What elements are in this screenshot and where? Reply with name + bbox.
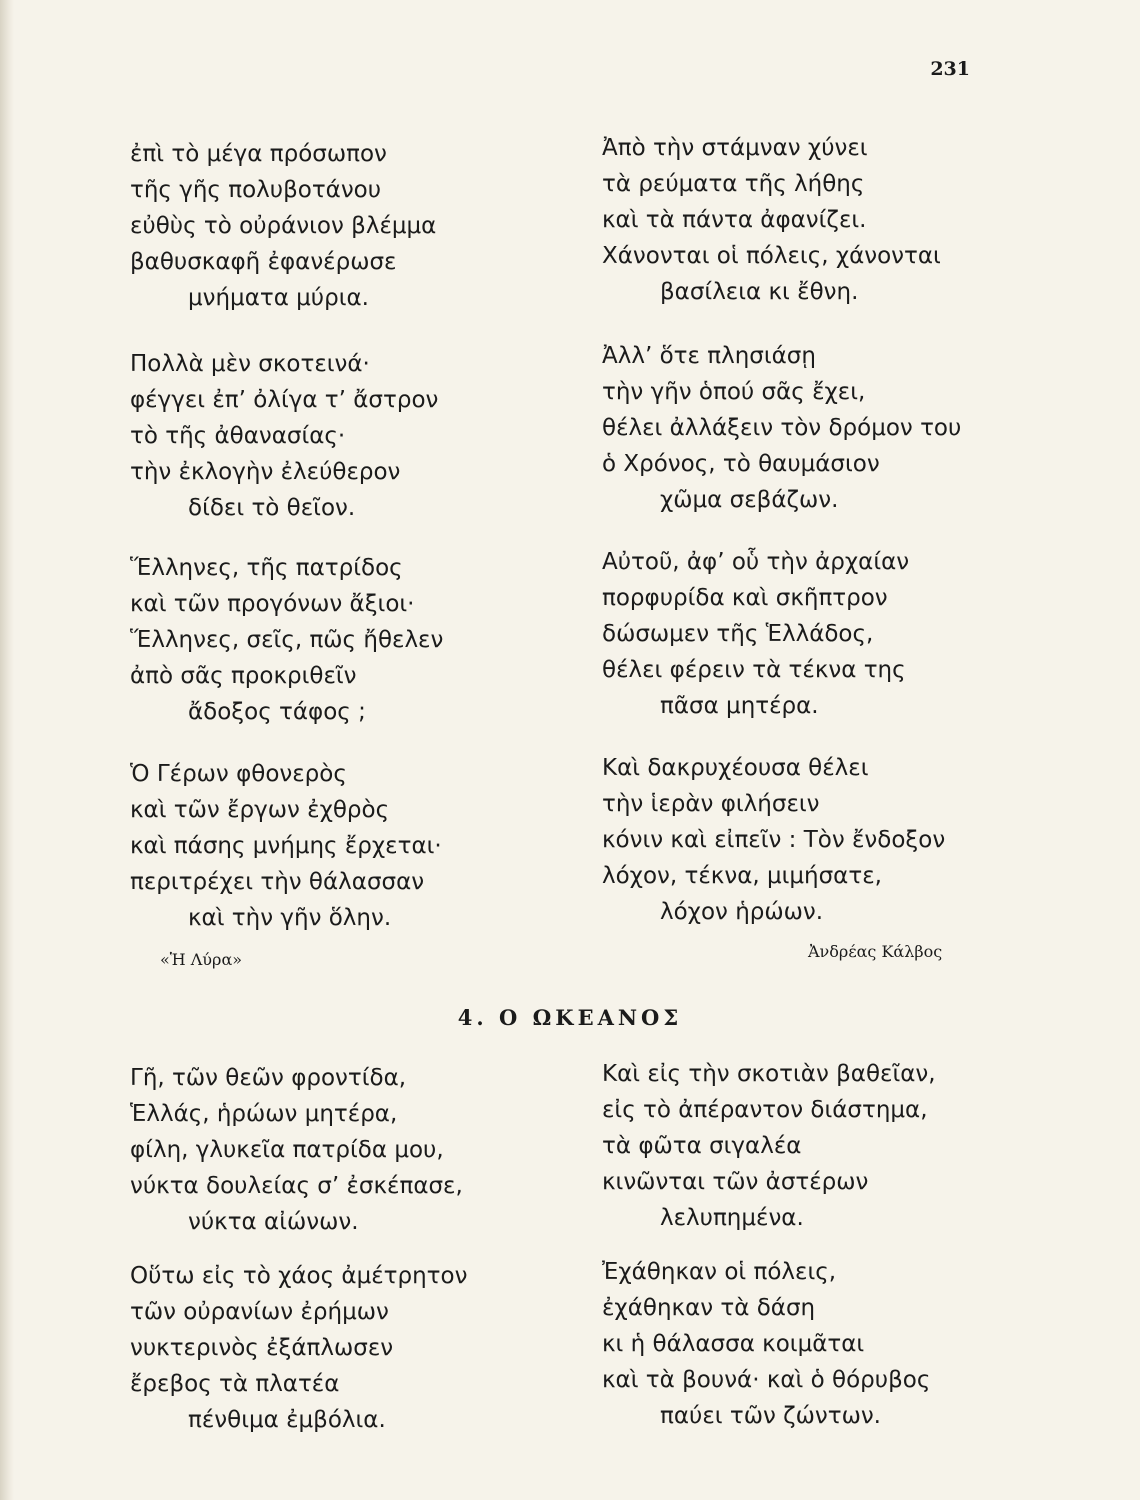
verse-line: καὶ τὰ πάντα ἀφανίζει. [602,207,867,233]
verse-line: ὁ Χρόνος, τὸ θαυμάσιον [602,451,880,477]
verse-line: λόχον ἡρώων. [660,899,824,925]
section-title: 4. Ο ΩΚΕΑΝΟΣ [457,1005,683,1030]
verse-line: φέγγει ἐπ’ ὀλίγα τ’ ἄστρον [130,387,439,413]
verse-line: Ἕλληνες, τῆς πατρίδος [130,555,403,581]
stanza [130,1060,570,1240]
verse-line: βαθυσκαφῆ ἐφανέρωσε [130,249,397,275]
verse-line: τὴν ἐκλογὴν ἐλεύθερον [130,459,401,485]
verse-line: λελυπημένα. [660,1205,804,1231]
verse-line: τὰ ρεύματα τῆς λήθης [602,171,865,197]
verse-line: εἰς τὸ ἀπέραντον διάστημα, [602,1097,928,1123]
verse-line: νύκτα δουλείας σ’ ἐσκέπασε, [130,1173,463,1199]
verse-line: Πολλὰ μὲν σκοτεινά· [130,351,370,377]
verse-line: Καὶ εἰς τὴν σκοτιὰν βαθεῖαν, [602,1061,936,1087]
verse-line: ἀπὸ σᾶς προκριθεῖν [130,663,357,689]
verse-line: τὰ φῶτα σιγαλέα [602,1133,802,1159]
verse-line: πᾶσα μητέρα. [660,693,819,719]
verse-line: πορφυρίδα καὶ σκῆπτρον [602,585,888,611]
verse-line: καὶ πάσης μνήμης ἔρχεται· [130,833,442,859]
stanza [602,544,1042,724]
page-binding-edge [0,0,14,1500]
verse-line: Χάνονται οἱ πόλεις, χάνονται [602,243,941,269]
verse-line: καὶ τὰ βουνά· καὶ ὁ θόρυβος [602,1367,931,1393]
verse-line: Ὁ Γέρων φθονερὸς [130,761,347,787]
verse-line: μνήματα μύρια. [188,285,369,311]
stanza [130,1258,570,1438]
stanza [130,550,570,730]
verse-line: κινῶνται τῶν ἀστέρων [602,1169,869,1195]
verse-line: νυκτερινὸς ἐξάπλωσεν [130,1335,394,1361]
verse-line: περιτρέχει τὴν θάλασσαν [130,869,425,895]
verse-line: τῶν οὐρανίων ἐρήμων [130,1299,389,1325]
verse-line: ἐπὶ τὸ μέγα πρόσωπον [130,141,387,167]
verse-line: δίδει τὸ θεῖον. [188,495,356,521]
verse-line: Ἑλλάς, ἡρώων μητέρα, [130,1101,398,1127]
verse-line: εὐθὺς τὸ οὐράνιον βλέμμα [130,213,437,239]
stanza [130,346,570,526]
verse-line: τὴν ἱερὰν φιλήσειν [602,791,820,817]
verse-line: παύει τῶν ζώντων. [660,1403,881,1429]
verse-line: κόνιν καὶ εἰπεῖν : Τὸν ἔνδοξον [602,827,946,853]
verse-line: ἔρεβος τὰ πλατέα [130,1371,340,1397]
verse-line: Ἐχάθηκαν οἱ πόλεις, [602,1259,837,1285]
verse-line: θέλει φέρειν τὰ τέκνα της [602,657,906,683]
poem-author: Ἀνδρέας Κάλβος [808,942,943,961]
verse-line: τῆς γῆς πολυβοτάνου [130,177,382,203]
verse-line: Ἀπὸ τὴν στάμναν χύνει [602,135,868,161]
verse-line: Αὐτοῦ, ἀφ’ οὗ τὴν ἀρχαίαν [602,549,910,575]
verse-line: ἐχάθηκαν τὰ δάση [602,1295,816,1321]
stanza [602,338,1042,518]
verse-line: θέλει ἀλλάξειν τὸν δρόμον του [602,415,962,441]
verse-line: Ἕλληνες, σεῖς, πῶς ἤθελεν [130,627,444,653]
verse-line: τὸ τῆς ἀθανασίας· [130,423,346,449]
verse-line: Γῆ, τῶν θεῶν φροντίδα, [130,1065,407,1091]
verse-line: κι ἡ θάλασσα κοιμᾶται [602,1331,865,1357]
verse-line: τὴν γῆν ὁπού σᾶς ἔχει, [602,379,866,405]
stanza [602,750,1042,930]
verse-line: νύκτα αἰώνων. [188,1209,359,1235]
stanza [602,1254,1042,1434]
verse-line: πένθιμα ἐμβόλια. [188,1407,386,1433]
stanza [602,130,1042,310]
verse-line: Καὶ δακρυχέουσα θέλει [602,755,869,781]
stanza [130,756,570,936]
verse-line: χῶμα σεβάζων. [660,487,839,513]
verse-line: Ἀλλ’ ὅτε πλησιάσῃ [602,343,816,369]
verse-line: φίλη, γλυκεῖα πατρίδα μου, [130,1137,444,1163]
verse-line: βασίλεια κι ἔθνη. [660,279,859,305]
verse-line: ἄδοξος τάφος ; [188,699,366,725]
verse-line: καὶ τὴν γῆν ὅλην. [188,905,392,931]
verse-line: Οὕτω εἰς τὸ χάος ἀμέτρητον [130,1263,468,1289]
verse-line: δώσωμεν τῆς Ἑλλάδος, [602,621,874,647]
verse-line: λόχον, τέκνα, μιμήσατε, [602,863,882,889]
poem-source: «Ἡ Λύρα» [160,950,243,969]
stanza [130,136,570,316]
verse-line: καὶ τῶν ἔργων ἐχθρὸς [130,797,390,823]
verse-line: καὶ τῶν προγόνων ἄξιοι· [130,591,415,617]
page-number: 231 [930,58,970,80]
stanza [602,1056,1042,1236]
